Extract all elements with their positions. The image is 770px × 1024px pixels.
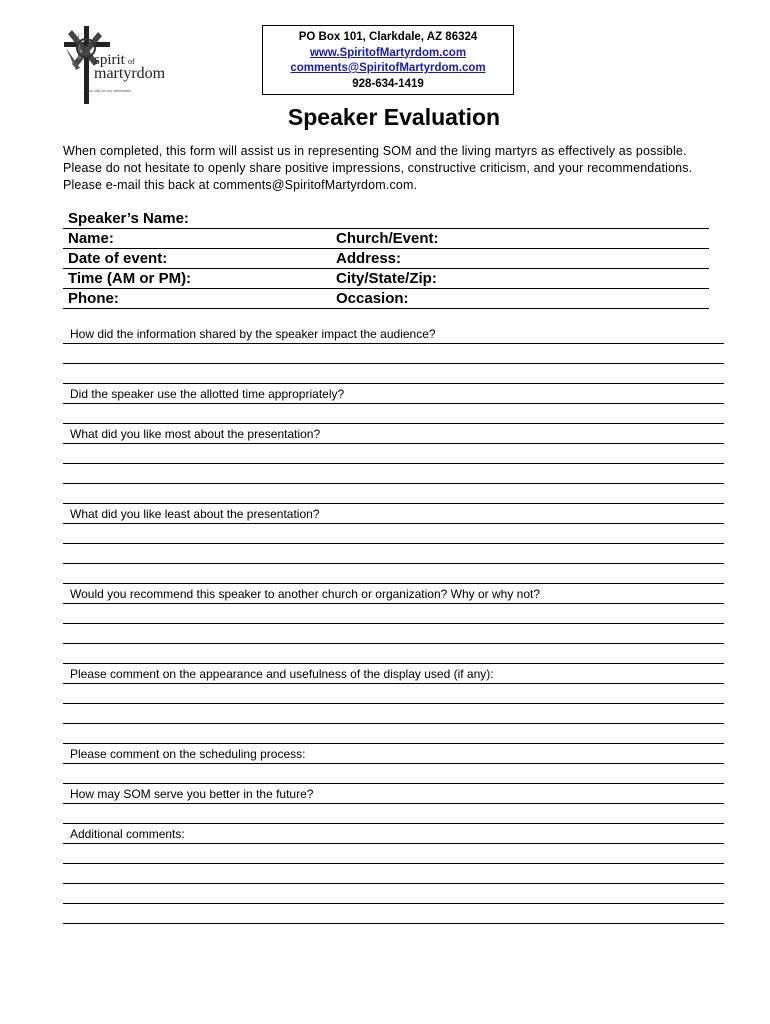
answer-line[interactable] xyxy=(63,684,724,704)
answer-line[interactable] xyxy=(63,604,724,624)
question-recommend xyxy=(63,584,724,604)
intro-paragraph: When completed, this form will assist us in representing SOM and the living martyrs as effectively as possible. Please do not hesitate to openly share positive impressions, constructive criticism, and your recommendations. Please e-mail this back at comments@SpiritofMartyrdom.com. xyxy=(63,144,693,192)
answer-line[interactable] xyxy=(63,864,724,884)
answer-line[interactable] xyxy=(63,704,724,724)
church-event-label: Church/Event: xyxy=(336,230,439,247)
question-label: Would you recommend this speaker to another church or organization? Why or why not? xyxy=(70,587,541,601)
page-title: Speaker Evaluation xyxy=(287,104,501,130)
answer-line[interactable] xyxy=(63,624,724,644)
spirit-of-martyrdom-logo xyxy=(58,22,188,108)
answer-line[interactable] xyxy=(63,364,724,384)
contact-box xyxy=(262,25,514,95)
question-label: How did the information shared by the speaker impact the audience? xyxy=(70,327,436,341)
question-serve-better xyxy=(63,784,724,804)
answer-line[interactable] xyxy=(63,724,724,744)
answer-line[interactable] xyxy=(63,844,724,864)
email-link[interactable]: comments@SpiritofMartyrdom.com xyxy=(290,62,486,74)
question-scheduling xyxy=(63,744,724,764)
time-label: Time (AM or PM): xyxy=(68,270,192,287)
date-of-event-label: Date of event: xyxy=(68,250,168,267)
answer-line[interactable] xyxy=(63,524,724,544)
question-label: Additional comments: xyxy=(70,827,185,841)
question-like-most xyxy=(63,424,724,444)
question-audience-impact xyxy=(63,324,724,344)
phone-label: Phone: xyxy=(68,290,119,307)
name-label: Name: xyxy=(68,230,114,247)
website-link[interactable]: www.SpiritofMartyrdom.com xyxy=(309,46,467,59)
answer-line[interactable] xyxy=(63,764,724,784)
speaker-name-label: Speaker’s Name: xyxy=(68,210,189,227)
answer-line[interactable] xyxy=(63,404,724,424)
mailing-address: PO Box 101, Clarkdale, AZ 86324 xyxy=(298,31,478,43)
answer-line[interactable] xyxy=(63,544,724,564)
question-like-least xyxy=(63,504,724,524)
question-allotted-time xyxy=(63,384,724,404)
phone-number: 928-634-1419 xyxy=(352,77,424,90)
answer-line[interactable] xyxy=(63,644,724,664)
logo-text-martyrdom: martyrdom xyxy=(94,65,166,82)
speaker-name-field[interactable] xyxy=(63,208,709,229)
question-label: Did the speaker use the allotted time appropriately? xyxy=(70,387,345,401)
occasion-label: Occasion: xyxy=(336,290,409,307)
answer-line[interactable] xyxy=(63,564,724,584)
logo-text-spirit: spirit xyxy=(94,52,125,68)
question-label: Please comment on the appearance and usefulness of the display used (if any): xyxy=(70,667,494,681)
answer-line[interactable] xyxy=(63,444,724,464)
question-label: What did you like most about the presentation? xyxy=(70,427,321,441)
question-additional-comments xyxy=(63,824,724,844)
answer-line[interactable] xyxy=(63,904,724,924)
question-label: How may SOM serve you better in the future? xyxy=(70,787,314,801)
date-address-row[interactable] xyxy=(63,248,709,269)
name-church-row[interactable] xyxy=(63,228,709,249)
answer-line[interactable] xyxy=(63,884,724,904)
question-display xyxy=(63,664,724,684)
question-label: Please comment on the scheduling process: xyxy=(70,747,306,761)
question-label: What did you like least about the presentation? xyxy=(70,507,320,521)
logo-text-of: of xyxy=(128,57,135,66)
answer-line[interactable] xyxy=(63,344,724,364)
answer-line[interactable] xyxy=(63,484,724,504)
time-city-row[interactable] xyxy=(63,268,709,289)
logo-tagline: you will be my witnesses xyxy=(87,88,131,93)
address-label: Address: xyxy=(336,250,402,267)
phone-occasion-row[interactable] xyxy=(63,288,709,309)
answer-line[interactable] xyxy=(63,804,724,824)
city-state-zip-label: City/State/Zip: xyxy=(336,270,437,287)
answer-line[interactable] xyxy=(63,464,724,484)
